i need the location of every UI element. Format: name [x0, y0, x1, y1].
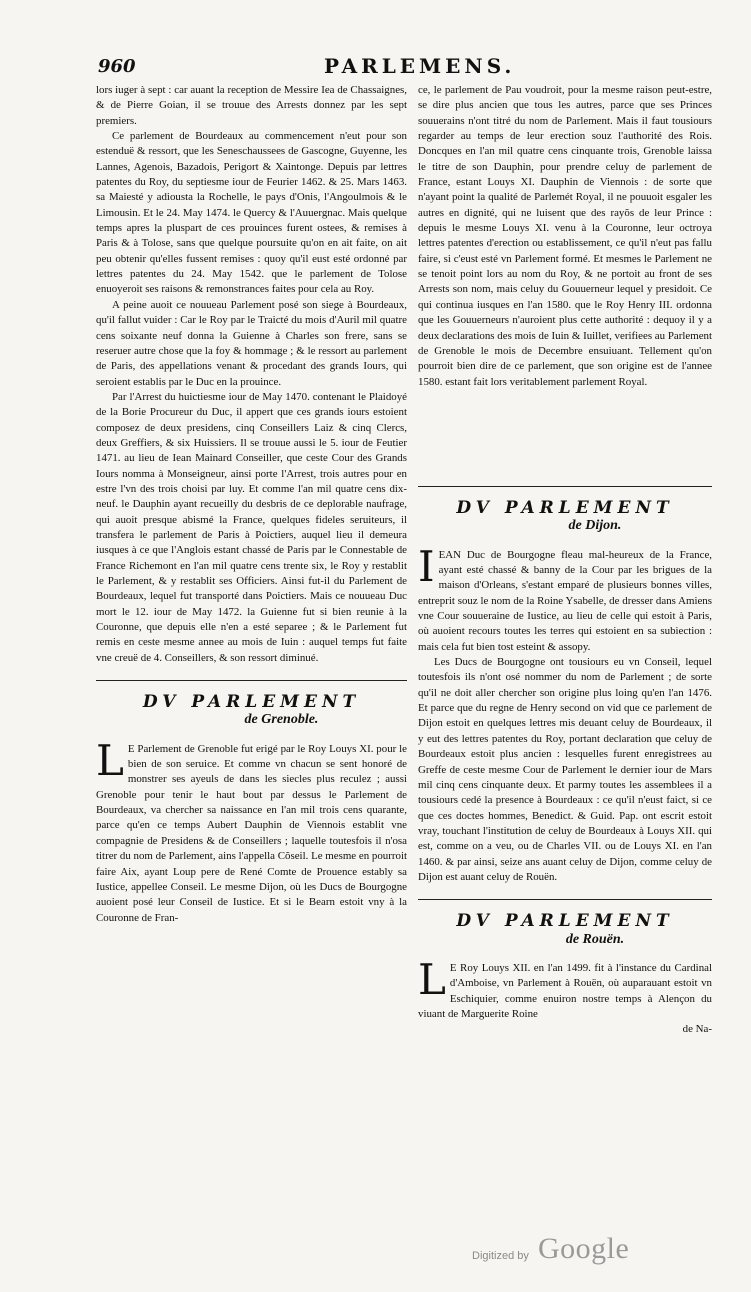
paragraph: Les Ducs de Bourgogne ont tousiours eu vn Conseil, lequel toutesfois ils n'ont osé nommer du nom de Parlement ; de sorte qu'il ne doit aller chercher son origine plus loing qu'en l'an 1476. Et parce que du regne de Henry second on vid que ce parlement de Dijon estoit en quelques lettres mis deuant celuy de Bourdeaux, il y eut des lettres patentes du Roy, portant declaration que celuy de Bourdeaux estoit plus ancien : lesquelles furent enregistrees au Greffe de ceste mesme Cour de Parlement le dernier iour de Mars mil cinq cens cinquante deux. Et parmy toutes les assemblees il a tousiours cedé la presence à Bourdeaux : ce qu'il n'eust faict, si ce que ces doctes hommes, Benedict. & Guid. Pap. ont escrit estoit vray, touchant l'institution de celuy de Bourdeaux à Louys XII. qui est, comme on a veu, ou de Charles VII. ou de Louys XI. en l'an 1460. & par ainsi, seize ans auant celuy de Dijon, comme celuy de Dijon est auant celuy de Rouën. — [418, 656, 712, 883]
left-column — [96, 83, 407, 926]
right-column-upper — [418, 83, 712, 390]
paragraph — [418, 954, 712, 1022]
section-title: DV PARLEMENT — [456, 911, 674, 932]
paragraph: ce, le parlement de Pau voudroit, pour la mesme raison peut-estre, se dire plus ancien que tous les autres, parce que ses Princes souuerains n'ont titré du nom de Parlement. Mais il faut tousiours regarder au temps de leur erection souz l'authorité des Rois. Doncques en l'an mil quatre cens cinquante trois, Grenoble laissa le titre de son Dauphin, pour prendre celuy de parlement de France, estant Louys XI. Dauphin de Viennois : de sorte que n'ayant point la qualité de Parlemét Royal, il ne pouuoit esgaler les autres en dignité, qui ne luisent que des rayõs de leur Prince : depuis le mesme Louys XI. venu à la Couronne, leur octroya lettres patentes d'erection ou establissement, ce qu'il n'eut pas fallu faire, si c'eust esté vn Parlement formé. Et mesmes le Parlement ne se tenoit point lors au nom du Roy, & ne portoit au front de ses Arrests son nom, mais celuy du Gouuerneur lequel y presidoit. Ce qui continua iusques en l'an 1580. que le Roy Henry III. ordonna que les Gouuerneurs n'auroient plus cette authorité : dequoy il y a deux declarations des mois de Iuin & Iuillet, verifiees au Parlement de Grenoble le mois de Decembre ensuiuant. Tellement qu'on pourroit bien dire de ce parlement, que son origine est de l'annee 1580. estant fait lors veritablement parlement Royal. — [418, 84, 712, 388]
section-heading-grenoble — [96, 680, 407, 728]
section-subtitle: de Rouën. — [565, 931, 625, 947]
drop-cap: L — [418, 954, 446, 1004]
paragraph-text: E Parlement de Grenoble fut erigé par le Roy Louys XI. pour le bien de son seruice. Et comme vn chacun se sent honoré de monstrer ses ayeuls de dans les siecles plus reculez ; aussi Grenoble pour tenir le haut bout par dessus le Parlement de Bourdeaux, va chercher sa naissance en l'an mil trois cens quarante, parce qu'en ce temps Aubert Dauphin de Viennois establit vne compagnie de Presidens & de Conseillers ; laquelle toutesfois il n'osa titrer du nom de Parlement, ains l'appella Cõseil. Le mesme en pourroit faire Aix, ayant Loup pere de René Comte de Prouence estably sa Iustice, appellee Conseil. Le mesme Dijon, où les Ducs de Bourgogne auoient posé leur Conseil de Iustice. Et si le Bearn estoit vny à la Couronne de Fran- — [96, 742, 407, 924]
digitized-by-label: Digitized by — [472, 1250, 529, 1262]
page-number: 960 — [98, 56, 136, 77]
catchword: de Na- — [682, 1023, 712, 1036]
google-logo: Google — [538, 1232, 630, 1265]
paragraph-text: EAN Duc de Bourgogne fleau mal-heureux de la France, ayant esté chassé & banny de la Cour par les brigues de la maison d'Orleans, s'estant emparé de plusieurs bonnes villes, entreprit souz le nom de la Roine Ysabelle, de dresser dans Amiens vne Cour souueraine de Iustice, au lieu de celle qui estoit à Paris, où auoient recours toutes les terres qui estoient en sa subiection : mais cela fut bien tost esteint & assopy. — [418, 548, 712, 653]
paragraph — [96, 735, 407, 926]
paragraph: Par l'Arrest du huictiesme iour de May 1470. contenant le Plaidoyé de la Borie Procureur du Duc, il appert que ces grands iours estoient composez de deux presidens, cinq Conseillers Laiz & cinq Clercs, deux Greffiers, & six Huissiers. Il se trouue aussi le 5. iour de Feutier 1471. au lieu de Iean Mainard Conseiller, que ceste Cour des Grands Iours nomma à Monseigneur, ainsi porte l'Arrest, trois autres pour en estre l'vn des trois choisi par luy. Et comme l'an mil quatre cens dix-neuf. le Dauphin ayant recueilly du desbris de ce deplorable naufrage, qui auoit presque abismé la France, quelques fideles seruiteurs, il transfera le parlement de Paris à Poictiers, auquel lieu il demeura iusques à ce que l'Anglois estant chassé de Paris par le Connestable de France Richemont en l'an mil quatre cens trente six, le Roy y restablit le Parlement, & y restablit ses Officiers. Ainsi fut-il du Parlement de Bourdeaux, lequel fut transporté dans Poictiers. Mais ce nouueau Duc mort le 12. iour de May 1472. la Guienne fut si bien reunie à la Couronne, que depuis elle n'en a esté separee ; & le Parlement fut remis en ceste mesme annee au mois de Iuin : auquel temps fut faite vne creuë de 4. Conseillers, & son ressort diminué. — [96, 390, 407, 664]
digitizer-watermark — [472, 1232, 732, 1272]
drop-cap: I — [418, 541, 435, 591]
section-title: DV PARLEMENT — [142, 692, 361, 713]
section-heading-dijon — [418, 486, 712, 534]
right-column-lower — [418, 480, 712, 1038]
paragraph: A peine auoit ce nouueau Parlement posé son siege à Bourdeaux, qu'il fallut vuider : Car le Roy par le Traicté du mois d'Auril mil quatre cens soixante neuf donna la Guienne à Charles son frere, sans se reseruer autre chose que la foy & hommage ; & le ressort au parlement de Paris, des appellations venant & procedant des grands Iours, qui seroient establis par le Duc en la prouince. — [96, 298, 407, 388]
section-subtitle: de Grenoble. — [244, 712, 319, 728]
page-header — [98, 52, 698, 82]
section-heading-rouen — [418, 899, 712, 947]
paragraph-text: E Roy Louys XII. en l'an 1499. fit à l'instance du Cardinal d'Amboise, vn Parlement à Rouën, où auparauant estoit vn Eschiquier, comme enuiron nostre temps à Alençon du viuant de Marguerite Roine — [418, 961, 712, 1020]
paragraph: Ce parlement de Bourdeaux au commencement n'eut pour son estenduë & ressort, que les Seneschaussees de Gascogne, Guyenne, les Lannes, Agenois, Bazadois, Perigort & Xaintonge. Depuis par lettres patentes du Roy, du septiesme iour de Feurier 1462. & 25. Mars 1463. sa Maiesté y adiousta la Rochelle, le pays d'Onis, l'Angoulmois & le Limousin. Et le 24. May 1474. le Quercy & l'Auuergnac. Mais quelque temps apres la pluspart de ces prouinces furent ostees, & remises à Paris & à Tolose, sans que quelque poursuite qu'on en ait faite, on ait peu obtenir qu'elles fussent remises : quoy qu'il eust esté ordonné par lettres patentes du 24. May 1542. que le parlement de Tolose enuoyeroit ses raisons & remonstrances faites pour cela au Roy. — [96, 130, 407, 296]
drop-cap: L — [96, 735, 124, 785]
section-subtitle: de Dijon. — [568, 518, 622, 534]
running-head: PARLEMENS. — [324, 54, 516, 78]
paragraph: lors iuger à sept : car auant la reception de Messire Iea de Chassaignes, & de Pierre Goian, il se trouue des Arrests donnez par les sept premiers. — [96, 84, 407, 127]
section-title: DV PARLEMENT — [456, 498, 674, 518]
paragraph — [418, 541, 712, 655]
